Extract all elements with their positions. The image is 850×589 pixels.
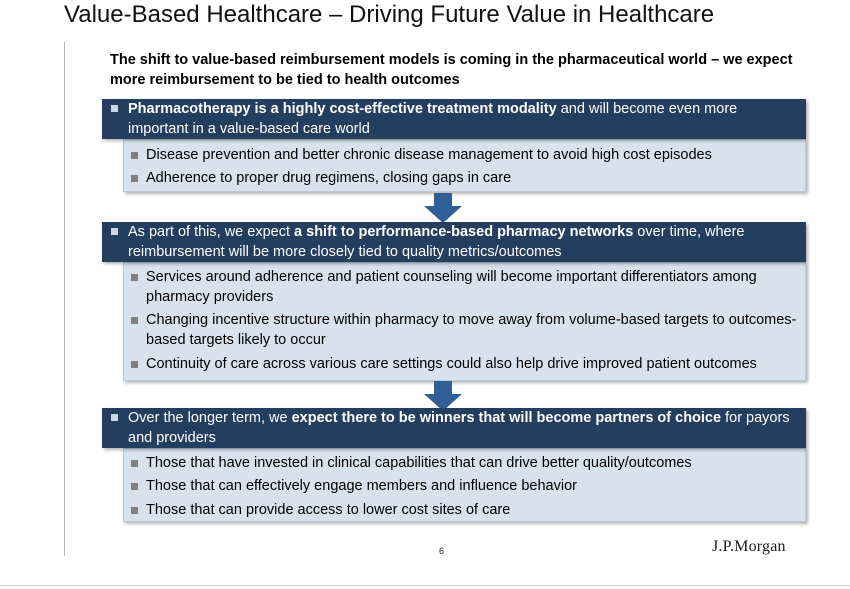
square-bullet-icon	[131, 507, 138, 514]
section-2-header-tail: over time, where reimbursement will be more closely tied to quality metrics/outcomes	[128, 224, 745, 260]
section-3	[102, 408, 806, 522]
section-3-header-emphasis: expect there to be winners that will become partners of choice	[291, 410, 722, 426]
section-1	[102, 99, 806, 192]
square-bullet-icon	[131, 152, 138, 159]
section-3-header	[102, 408, 806, 448]
section-3-header-tail: for payors and providers	[128, 410, 790, 446]
intro-text: The shift to value-based reimbursement models is coming in the pharmaceutical world – we expect more reimbursement to be tied to health outcomes	[110, 52, 793, 88]
square-bullet-icon	[111, 105, 118, 112]
down-arrow-icon	[424, 193, 462, 223]
section-3-header-lead: Over the longer term, we	[128, 410, 292, 426]
list-item: Services around adherence and patient counseling will become important differentiators among pharmacy providers	[123, 267, 806, 307]
square-bullet-icon	[131, 175, 138, 182]
section-2-items	[123, 267, 806, 377]
list-item: Those that can provide access to lower cost sites of care	[123, 500, 806, 520]
section-1-header-tail: and will become even more important in a value-based care world	[128, 101, 738, 137]
slide-title: Value-Based Healthcare – Driving Future Value in Healthcare	[64, 1, 715, 28]
square-bullet-icon	[111, 228, 118, 235]
section-1-header	[102, 99, 806, 139]
list-item: Changing incentive structure within pharmacy to move away from volume-based targets to outcomes-based targets likely to occur	[123, 310, 806, 350]
square-bullet-icon	[131, 483, 138, 490]
section-2-header-lead: As part of this, we expect	[128, 224, 295, 240]
page-number: 6	[439, 546, 445, 556]
section-2-header	[102, 222, 806, 262]
square-bullet-icon	[131, 274, 138, 281]
bottom-divider	[0, 585, 850, 586]
section-2-header-emphasis: a shift to performance-based pharmacy networks	[294, 224, 634, 240]
square-bullet-icon	[131, 361, 138, 368]
section-2	[102, 222, 806, 381]
square-bullet-icon	[131, 317, 138, 324]
jpmorgan-logo: J.P.Morgan	[712, 538, 786, 555]
section-1-header-emphasis: Pharmacotherapy is a highly cost-effective treatment modality	[128, 101, 557, 117]
section-1-items	[123, 145, 806, 192]
list-item: Those that have invested in clinical capabilities that can drive better quality/outcomes	[123, 453, 806, 473]
list-item: Continuity of care across various care settings could also help drive improved patient outcomes	[123, 354, 806, 374]
section-3-items	[123, 453, 806, 523]
left-divider	[64, 42, 65, 556]
list-item: Disease prevention and better chronic disease management to avoid high cost episodes	[123, 145, 806, 165]
list-item: Those that can effectively engage members and influence behavior	[123, 476, 806, 496]
square-bullet-icon	[111, 414, 118, 421]
square-bullet-icon	[131, 460, 138, 467]
down-arrow-icon	[424, 381, 462, 411]
list-item: Adherence to proper drug regimens, closing gaps in care	[123, 168, 806, 188]
